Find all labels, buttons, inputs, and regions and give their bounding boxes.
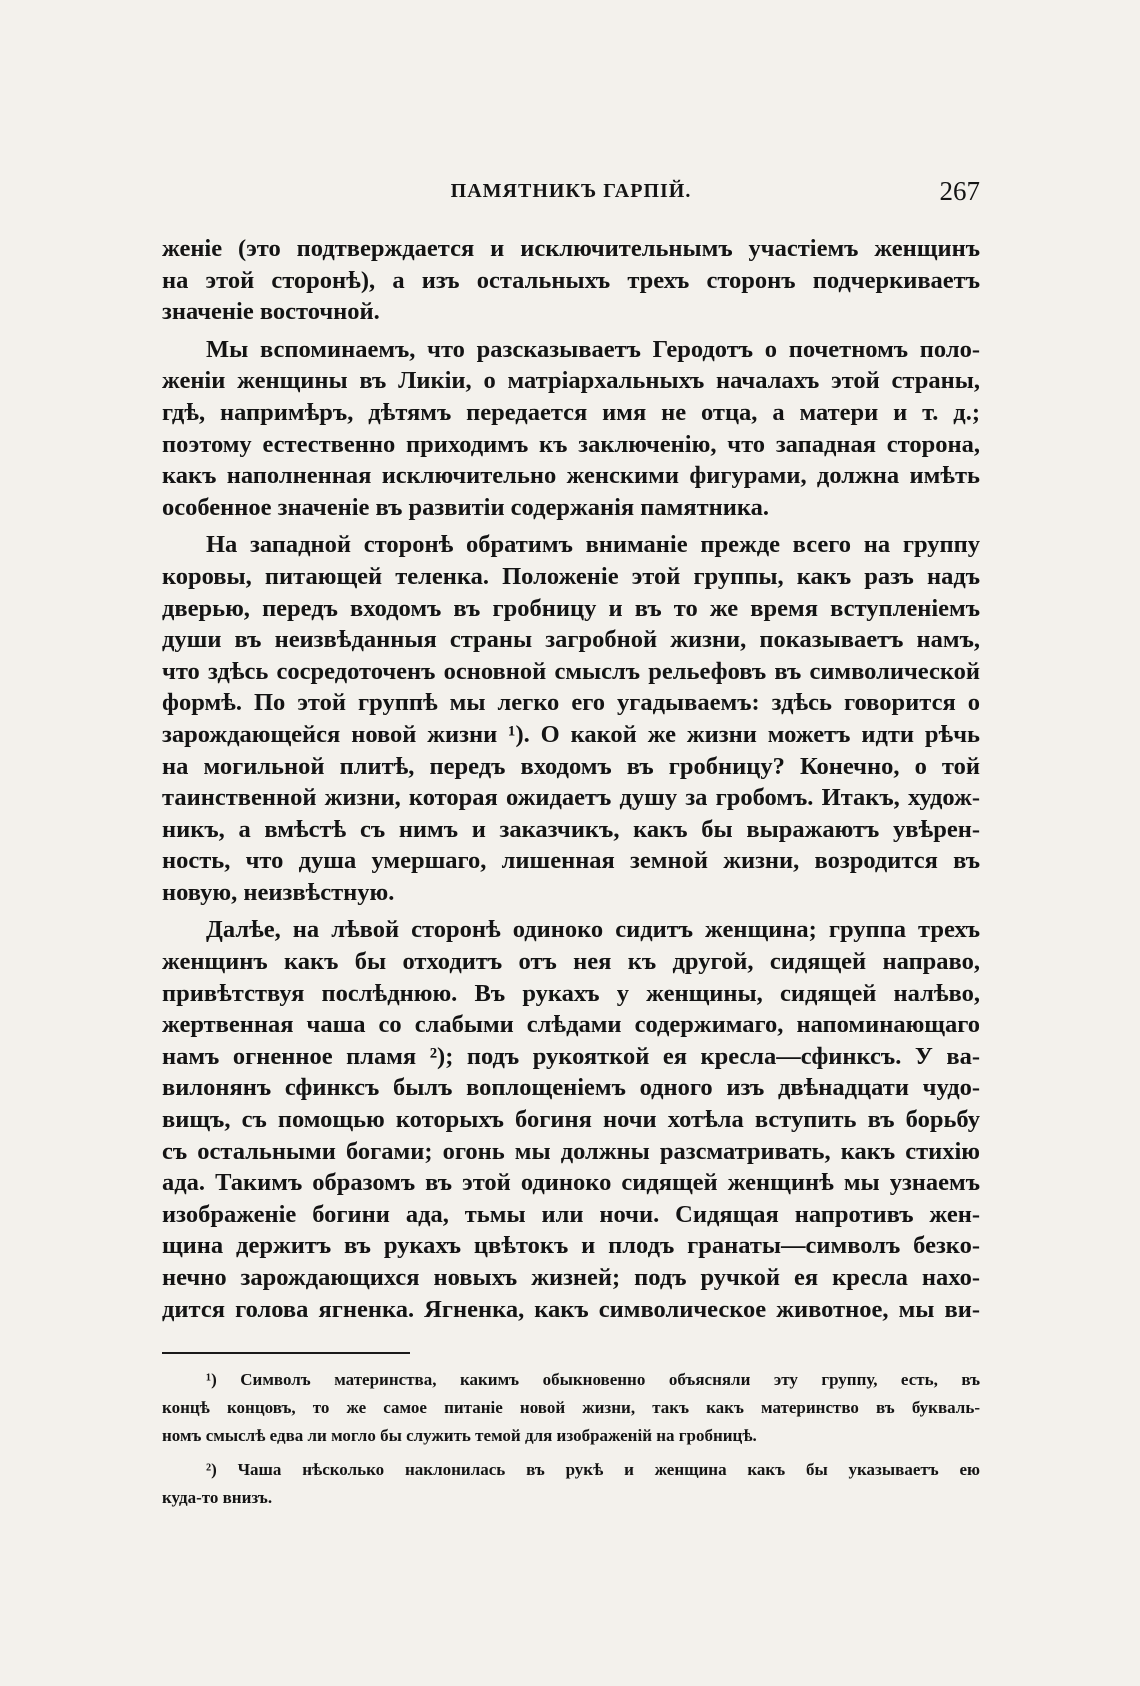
text-line: зарождающейся новой жизни ¹). О какой же жизни можетъ идти рѣчь <box>162 720 980 748</box>
page-header <box>162 174 980 208</box>
text-line: съ остальными богами; огонь мы должны разсматривать, какъ стихію <box>162 1137 980 1165</box>
text-line: нечно зарождающихся новыхъ жизней; подъ ручкой ея кресла нахо- <box>162 1264 980 1291</box>
footnote-2 <box>162 1456 980 1512</box>
text-line: На западной сторонѣ обратимъ вниманіе прежде всего на группу <box>206 531 980 559</box>
footnote-line: номъ смыслѣ едва ли могло бы служить темой для изображеній на гробницѣ. <box>162 1426 757 1445</box>
text-line: на этой сторонѣ), а изъ остальныхъ трехъ сторонъ подчеркиваетъ <box>162 266 980 294</box>
text-line: поэтому естественно приходимъ къ заключенію, что западная сторона, <box>162 430 980 458</box>
text-line: таинственной жизни, которая ожидаетъ душу за гробомъ. Итакъ, худож- <box>162 784 980 812</box>
text-line: женщинъ какъ бы отходитъ отъ нея къ другой, сидящей направо, <box>162 948 980 976</box>
footnote-line: ²) Чаша нѣсколько наклонилась въ рукѣ и женщина какъ бы указываетъ ею <box>206 1460 980 1479</box>
footnote-divider <box>162 1352 410 1354</box>
footnote-line: куда-то внизъ. <box>162 1488 273 1507</box>
text-line: какъ наполненная исключительно женскими фигурами, должна имѣть <box>162 462 980 490</box>
paragraph-2 <box>162 334 980 524</box>
text-line: новую, неизвѣстную. <box>162 878 395 906</box>
text-line: значеніе восточной. <box>162 298 380 326</box>
text-line: изображеніе богини ада, тьмы или ночи. Сидящая напротивъ жен- <box>162 1200 980 1228</box>
text-line: вилонянъ сфинксъ былъ воплощеніемъ одного изъ двѣнадцати чудо- <box>162 1074 980 1102</box>
text-line: что здѣсь сосредоточенъ основной смыслъ рельефовъ въ символической <box>162 657 980 685</box>
text-line: формѣ. По этой группѣ мы легко его угадываемъ: здѣсь говорится о <box>162 689 980 717</box>
text-line: коровы, питающей теленка. Положеніе этой группы, какъ разъ надъ <box>162 562 980 590</box>
main-text <box>162 233 980 1325</box>
text-line: женіи женщины въ Ликіи, о матріархальныхъ началахъ этой страны, <box>162 367 980 395</box>
text-line: дится голова ягненка. Ягненка, какъ символическое животное, мы ви- <box>162 1295 980 1323</box>
footnote-line: ¹) Символъ материнства, какимъ обыкновенно объясняли эту группу, есть, въ <box>206 1370 980 1389</box>
text-line: ность, что душа умершаго, лишенная земной жизни, возродится въ <box>162 847 980 875</box>
text-line: Мы вспоминаемъ, что разсказываетъ Геродотъ о почетномъ поло- <box>206 335 980 363</box>
text-line: на могильной плитѣ, передъ входомъ въ гробницу? Конечно, о той <box>162 752 980 780</box>
footnote-line: концѣ концовъ, то же самое питаніе новой жизни, такъ какъ материнство въ букваль- <box>162 1398 980 1417</box>
text-line: вищъ, съ помощью которыхъ богиня ночи хотѣла вступить въ борьбу <box>162 1106 980 1134</box>
page-number: 267 <box>939 176 980 206</box>
text-line: привѣтствуя послѣднюю. Въ рукахъ у женщины, сидящей налѣво, <box>162 979 980 1007</box>
running-title: ПАМЯТНИКЪ ГАРПІЙ. <box>450 180 692 202</box>
paragraph-4 <box>162 914 980 1325</box>
text-line: жертвенная чаша со слабыми слѣдами содержимаго, напоминающаго <box>162 1011 980 1039</box>
text-line: дверью, передъ входомъ въ гробницу и въ то же время вступленіемъ <box>162 594 980 622</box>
text-line: особенное значеніе въ развитіи содержанія памятника. <box>162 493 770 521</box>
paragraph-3 <box>162 529 980 908</box>
footnote-1 <box>162 1366 980 1450</box>
text-line: души въ неизвѣданныя страны загробной жизни, показываетъ намъ, <box>162 626 980 654</box>
footnotes <box>162 1366 980 1512</box>
text-line: щина держитъ въ рукахъ цвѣтокъ и плодъ гранаты—символъ безко- <box>162 1232 980 1260</box>
text-line: гдѣ, напримѣръ, дѣтямъ передается имя не отца, а матери и т. д.; <box>162 398 980 426</box>
text-line: женіе (это подтверждается и исключительнымъ участіемъ женщинъ <box>162 235 980 262</box>
text-line: Далѣе, на лѣвой сторонѣ одиноко сидитъ женщина; группа трехъ <box>206 916 980 944</box>
text-line: намъ огненное пламя ²); подъ рукояткой ея кресла—сфинксъ. У ва- <box>162 1042 980 1070</box>
paragraph-1 <box>162 233 980 328</box>
text-line: никъ, а вмѣстѣ съ нимъ и заказчикъ, какъ бы выражаютъ увѣрен- <box>162 815 980 843</box>
text-line: ада. Такимъ образомъ въ этой одиноко сидящей женщинѣ мы узнаемъ <box>162 1169 980 1197</box>
